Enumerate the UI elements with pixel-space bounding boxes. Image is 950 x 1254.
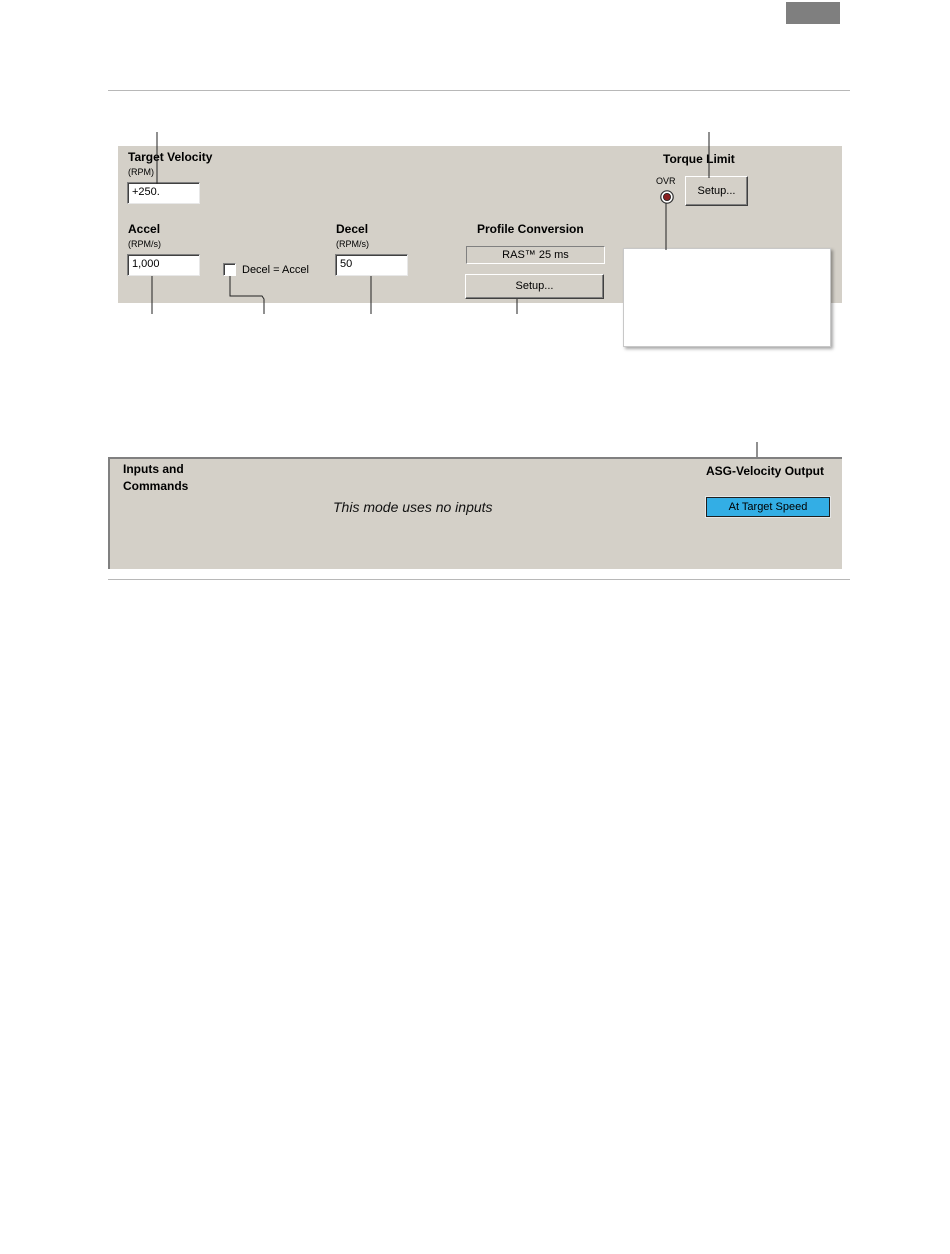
profile-conversion-readout: RAS™ 25 ms	[466, 246, 605, 264]
torque-limit-label: Torque Limit	[663, 152, 735, 166]
no-inputs-message: This mode uses no inputs	[333, 499, 493, 515]
target-velocity-unit: (RPM)	[128, 167, 154, 177]
decel-unit: (RPM/s)	[336, 239, 369, 249]
accel-input[interactable]: 1,000	[127, 254, 200, 276]
at-target-speed-indicator: At Target Speed	[706, 497, 830, 517]
asg-velocity-output-label: ASG-Velocity Output	[706, 464, 825, 478]
accel-label: Accel	[128, 222, 161, 236]
bottom-divider	[108, 579, 850, 580]
decel-equals-accel-label: Decel = Accel	[242, 264, 309, 276]
target-velocity-label: Target Velocity	[128, 150, 213, 164]
target-velocity-input[interactable]: +250.	[127, 182, 200, 204]
decel-input[interactable]: 50	[335, 254, 408, 276]
torque-limit-setup-button[interactable]: Setup...	[685, 176, 748, 206]
profile-conversion-setup-button[interactable]: Setup...	[465, 274, 604, 299]
profile-conversion-label: Profile Conversion	[477, 222, 584, 236]
ovr-label: OVR	[656, 176, 676, 186]
inputs-commands-title-line2: Commands	[123, 479, 189, 493]
accel-unit: (RPM/s)	[128, 239, 161, 249]
decel-label: Decel	[336, 222, 369, 236]
inputs-commands-title-line1: Inputs and	[123, 462, 184, 476]
